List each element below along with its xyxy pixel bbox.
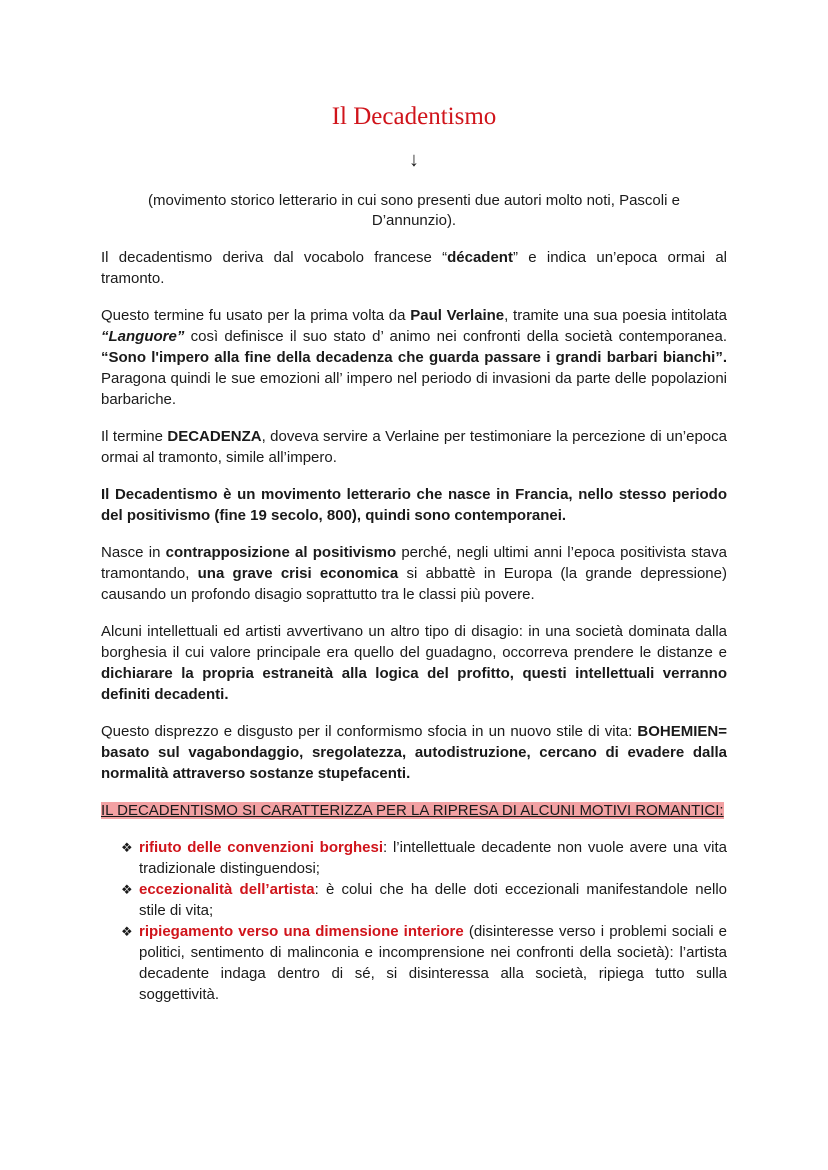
bold-text-run: eccezionalità dell’artista	[139, 881, 315, 898]
text-run: Il decadentismo deriva dal vocabolo francese “	[101, 249, 448, 266]
romantic-motifs-list	[101, 837, 727, 1005]
text-run: Nasce in	[101, 544, 166, 561]
diamond-bullet-icon: ❖	[121, 840, 133, 855]
highlighted-heading-text: IL DECADENTISMO SI CARATTERIZZA PER LA RIPRESA DI ALCUNI MOTIVI ROMANTICI:	[101, 802, 724, 819]
bold-text-run: “Languore”	[101, 328, 185, 345]
text-run: così definisce il suo stato d’ animo nei confronti della società contemporanea.	[184, 328, 727, 345]
text-run: : è colui che ha delle doti eccezionali manifestandole nello stile di vita;	[139, 881, 727, 919]
bold-text-run: ripiegamento verso una dimensione interiore	[139, 923, 464, 940]
text-run: , doveva servire a Verlaine per testimoniare la percezione di un’epoca ormai al tramonto, simile all’impero.	[101, 428, 727, 466]
paragraph	[101, 426, 727, 468]
paragraph	[101, 484, 727, 526]
text-run: ” e indica un’epoca ormai al tramonto.	[101, 249, 728, 287]
bold-text-run: rifiuto delle convenzioni borghesi	[139, 839, 384, 856]
list-item	[123, 879, 727, 921]
text-run: perché, negli ultimi anni l’epoca positivista stava tramontando,	[101, 544, 727, 582]
bold-text-run: Paul Verlaine	[410, 307, 505, 324]
bold-text-run: BOHEMIEN= basato sul vagabondaggio, sregolatezza, autodistruzione, cercano di evadere dalla normalità attraverso sostanze stupefacenti.	[101, 723, 727, 782]
diamond-bullet-icon: ❖	[121, 924, 133, 939]
text-run: Il termine	[101, 428, 168, 445]
text-run: Paragona quindi le sue emozioni all’ impero nel periodo di invasioni da parte delle popolazioni barbariche.	[101, 370, 727, 408]
text-run: si abbattè in Europa (la grande depressione) causando un profondo disagio soprattutto tra le classi più povere.	[101, 565, 727, 603]
bold-text-run: una grave crisi economica	[197, 565, 399, 582]
document-page	[101, 0, 727, 1005]
text-run: Questo termine fu usato per la prima volta da	[101, 307, 411, 324]
diamond-bullet-icon: ❖	[121, 882, 133, 897]
paragraph	[101, 621, 727, 705]
paragraph	[101, 542, 727, 605]
bold-text-run: dichiarare la propria estraneità alla logica del profitto, questi intellettuali verranno definiti decadenti.	[101, 665, 727, 703]
bold-text-run: décadent	[447, 249, 513, 266]
body-paragraphs	[101, 247, 727, 784]
text-run: (disinteresse verso i problemi sociali e politici, sentimento di malinconia e incomprensione nei confronti della società): l’artista decadente indaga dentro di sé, si disinteressa alla società, ripiega tutto sulla soggettività.	[139, 923, 727, 1003]
text-run: : l’intellettuale decadente non vuole avere una vita tradizionale distinguendosi;	[139, 839, 728, 877]
text-run: , tramite una sua poesia intitolata	[504, 307, 727, 324]
text-run: Questo disprezzo e disgusto per il conformismo sfocia in un nuovo stile di vita:	[101, 723, 638, 740]
subtitle: (movimento storico letterario in cui sono presenti due autori molto noti, Pascoli e D’annunzio).	[148, 192, 680, 229]
bold-text-run: Il Decadentismo è un movimento letterario che nasce in Francia, nello stesso periodo del positivismo (fine 19 secolo, 800), quindi sono contemporanei.	[101, 486, 727, 524]
paragraph	[101, 721, 727, 784]
text-run: Alcuni intellettuali ed artisti avvertivano un altro tipo di disagio: in una società dominata dalla borghesia il cui valore principale era quello del guadagno, occorreva prendere le distanze e	[101, 623, 727, 661]
bold-text-run: contrapposizione al positivismo	[165, 544, 397, 561]
list-item	[123, 921, 727, 1005]
list-item	[123, 837, 727, 879]
bold-text-run: “Sono l'impero alla fine della decadenza che guarda passare i grandi barbari bianchi”.	[101, 349, 727, 366]
paragraph	[101, 247, 727, 289]
bold-text-run: DECADENZA	[167, 428, 262, 445]
section-heading	[101, 800, 727, 821]
paragraph	[101, 305, 727, 410]
document-title: Il Decadentismo	[331, 103, 497, 130]
down-arrow-icon: ↓	[409, 149, 419, 171]
